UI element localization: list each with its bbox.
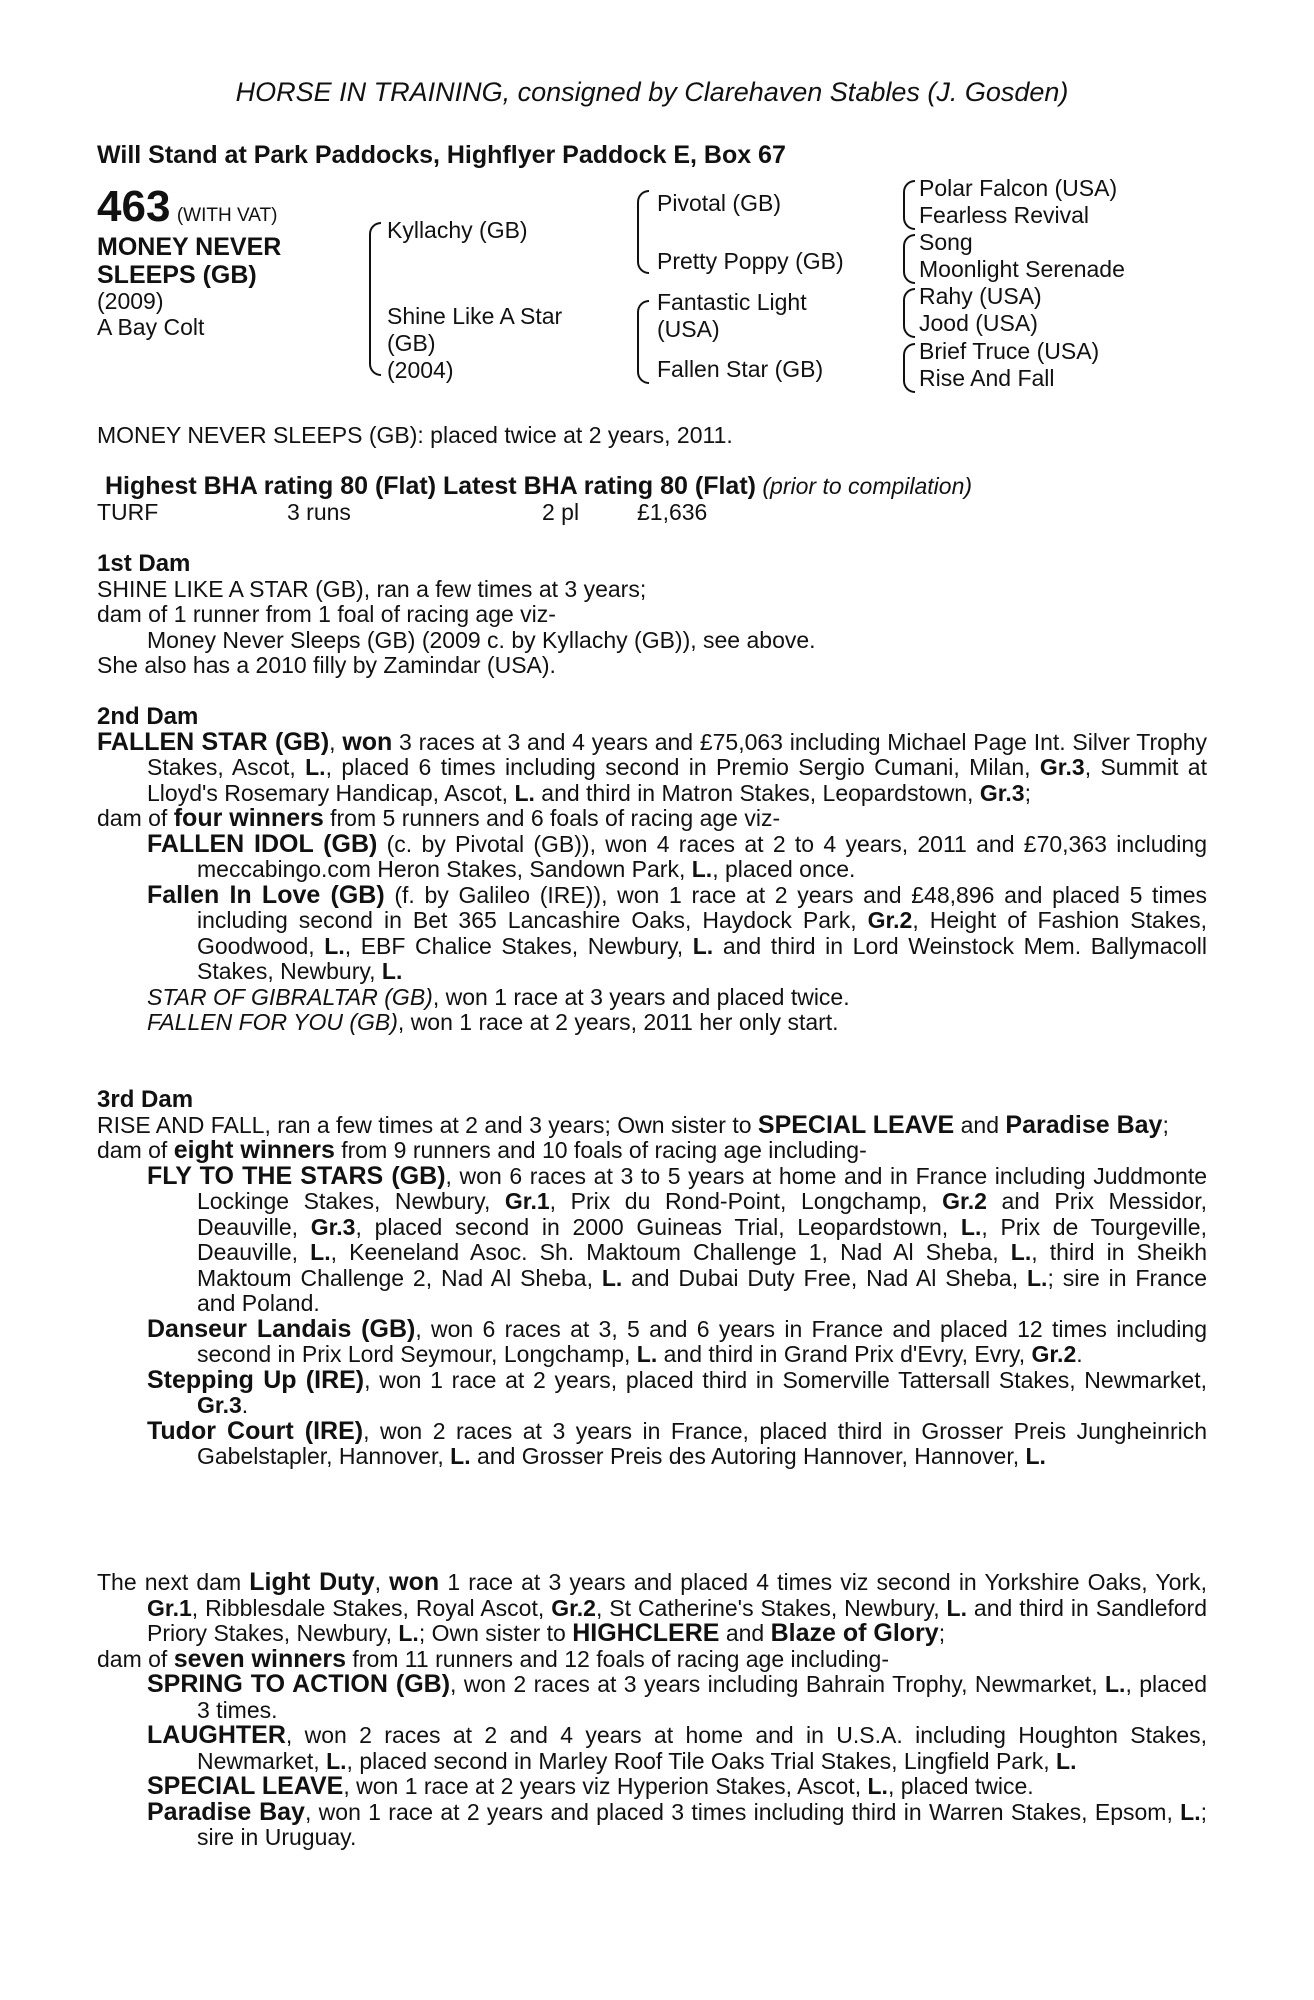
pedigree-brace — [637, 190, 649, 274]
foaling-year: (2009) — [97, 288, 164, 314]
pedigree-g3: Song — [919, 229, 973, 255]
first-dam-section: 1st Dam SHINE LIKE A STAR (GB), ran a few times at 3 years; dam of 1 runner from 1 foal of racing age viz- Money Never Sleeps (GB) (2009 c. by Kyllachy (GB)), see above. She also has a 2010 filly by Zamindar (USA). — [97, 551, 1207, 679]
pedigree-g3: Moonlight Serenade — [919, 256, 1125, 282]
bha-rating: Highest BHA rating 80 (Flat) Latest BHA rating 80 (Flat) (prior to compilation) — [105, 472, 973, 500]
pedigree-sire-sire: Pivotal (GB) — [657, 190, 781, 216]
pedigree-brace — [903, 180, 915, 230]
pedigree-dam: Shine Like A Star (GB) (2004) — [387, 303, 563, 383]
lot-number: 463 — [97, 182, 171, 231]
third-dam-section: 3rd Dam RISE AND FALL, ran a few times at 2 and 3 years; Own sister to SPECIAL LEAVE and Paradise Bay; dam of eight winners from 9 runners and 10 foals of racing age including- FLY TO THE STARS (GB), won 6 races at 3 to 5 years at home and in France including Juddmonte Lockinge Stakes, Newbury, Gr.1, Prix du Rond-Point, Longchamp, Gr.2 and Prix Messidor, Deauville, Gr.3, placed second in 2000 Guineas Trial, Leopardstown, L., Prix de Tourgeville, Deauville, L., Keeneland Asoc. Sh. Maktoum Challenge 1, Nad Al Sheba, L., third in Sheikh Maktoum Challenge 2, Nad Al Sheba, L. and Dubai Duty Free, Nad Al Sheba, L.; sire in France and Poland. Danseur Landais (GB), won 6 races at 3, 5 and 6 years in France and placed 12 times including second in Prix Lord Seymour, Longchamp, L. and third in Grand Prix d'Evry, Evry, Gr.2. Stepping Up (IRE), won 1 race at 2 years, placed third in Somerville Tattersall Stakes, Newmarket, Gr.3. Tudor Court (IRE), won 2 races at 3 years in France, placed third in Grosser Preis Jungheinrich Gabelstapler, Hannover, L. and Grosser Preis des Autoring Hannover, Hannover, L. — [97, 1086, 1208, 1469]
next-dam-section: The next dam Light Duty, won 1 race at 3 years and placed 4 times viz second in Yorkshire Oaks, York, Gr.1, Ribblesdale Stakes, Royal Ascot, Gr.2, St Catherine's Stakes, Newbury, L. and third in Sandleford Priory Stakes, Newbury, L.; Own sister to HIGHCLERE and Blaze of Glory; dam of seven winners from 11 runners and 12 foals of racing age including- SPRING TO ACTION (GB), won 2 races at 3 years including Bahrain Trophy, Newmarket, L., placed 3 times. LAUGHTER, won 2 races at 2 and 4 years at home and in U.S.A. including Houghton Stakes, Newmarket, L., placed second in Marley Roof Tile Oaks Trial Stakes, Lingfield Park, L. SPECIAL LEAVE, won 1 race at 2 years viz Hyperion Stakes, Ascot, L., placed twice. Paradise Bay, won 1 race at 2 years and placed 3 times including third in Warren Stakes, Epsom, L.; sire in Uruguay. — [97, 1568, 1208, 1850]
pedigree-g3: Jood (USA) — [919, 310, 1038, 336]
horse-description: A Bay Colt — [97, 313, 205, 340]
horse-name-line1: MONEY NEVER — [97, 233, 282, 261]
pedigree-brace — [903, 343, 915, 393]
pedigree-g3: Brief Truce (USA) — [919, 338, 1100, 364]
turf-record: TURF 3 runs 2 pl £1,636 — [97, 499, 708, 525]
second-dam-section: 2nd Dam FALLEN STAR (GB), won 3 races at 3 and 4 years and £75,063 including Michael Page Int. Silver Trophy Stakes, Ascot, L., placed 6 times including second in Premio Sergio Cumani, Milan, Gr.3, Summit at Lloyd's Rosemary Handicap, Ascot, L. and third in Matron Stakes, Leopardstown, Gr.3; dam of four winners from 5 runners and 6 foals of racing age viz- FALLEN IDOL (GB) (c. by Pivotal (GB)), won 4 races at 2 to 4 years, 2011 and £70,363 including meccabingo.com Heron Stakes, Sandown Park, L., placed once. Fallen In Love (GB) (f. by Galileo (IRE)), won 1 race at 2 years and £48,896 and placed 5 times including second in Bet 365 Lancashire Oaks, Haydock Park, Gr.2, Height of Fashion Stakes, Goodwood, L., EBF Chalice Stakes, Newbury, L. and third in Lord Weinstock Mem. Ballymacoll Stakes, Newbury, L. STAR OF GIBRALTAR (GB), won 1 race at 3 years and placed twice. FALLEN FOR YOU (GB), won 1 race at 2 years, 2011 her only start. — [97, 703, 1208, 1035]
section-heading: 3rd Dam — [97, 1086, 194, 1113]
section-heading: 2nd Dam — [97, 703, 199, 730]
lot-block — [97, 182, 337, 340]
page-header: HORSE IN TRAINING, consigned by Clarehaven Stables (J. Gosden) — [235, 77, 1069, 107]
vat-note: (WITH VAT) — [176, 205, 278, 226]
pedigree-dam-sire: Fantastic Light (USA) — [657, 289, 807, 342]
pedigree-brace — [903, 234, 915, 284]
pedigree-g3: Rise And Fall — [919, 365, 1055, 391]
pedigree-g3: Fearless Revival — [919, 202, 1089, 228]
pedigree-sire-dam: Pretty Poppy (GB) — [657, 248, 844, 274]
pedigree-g3: Polar Falcon (USA) — [919, 175, 1118, 201]
section-heading: 1st Dam — [97, 550, 191, 577]
pedigree-brace — [637, 300, 649, 384]
pedigree-dam-dam: Fallen Star (GB) — [657, 356, 824, 382]
horse-name-line2: SLEEPS (GB) — [97, 261, 257, 289]
pedigree-brace — [903, 288, 915, 338]
pedigree-g3: Rahy (USA) — [919, 283, 1042, 309]
pedigree-sire: Kyllachy (GB) — [387, 217, 528, 243]
pedigree-brace — [369, 222, 381, 376]
race-summary: MONEY NEVER SLEEPS (GB): placed twice at 2 years, 2011. — [97, 422, 733, 448]
stand-location: Will Stand at Park Paddocks, Highflyer Paddock E, Box 67 — [97, 141, 786, 169]
